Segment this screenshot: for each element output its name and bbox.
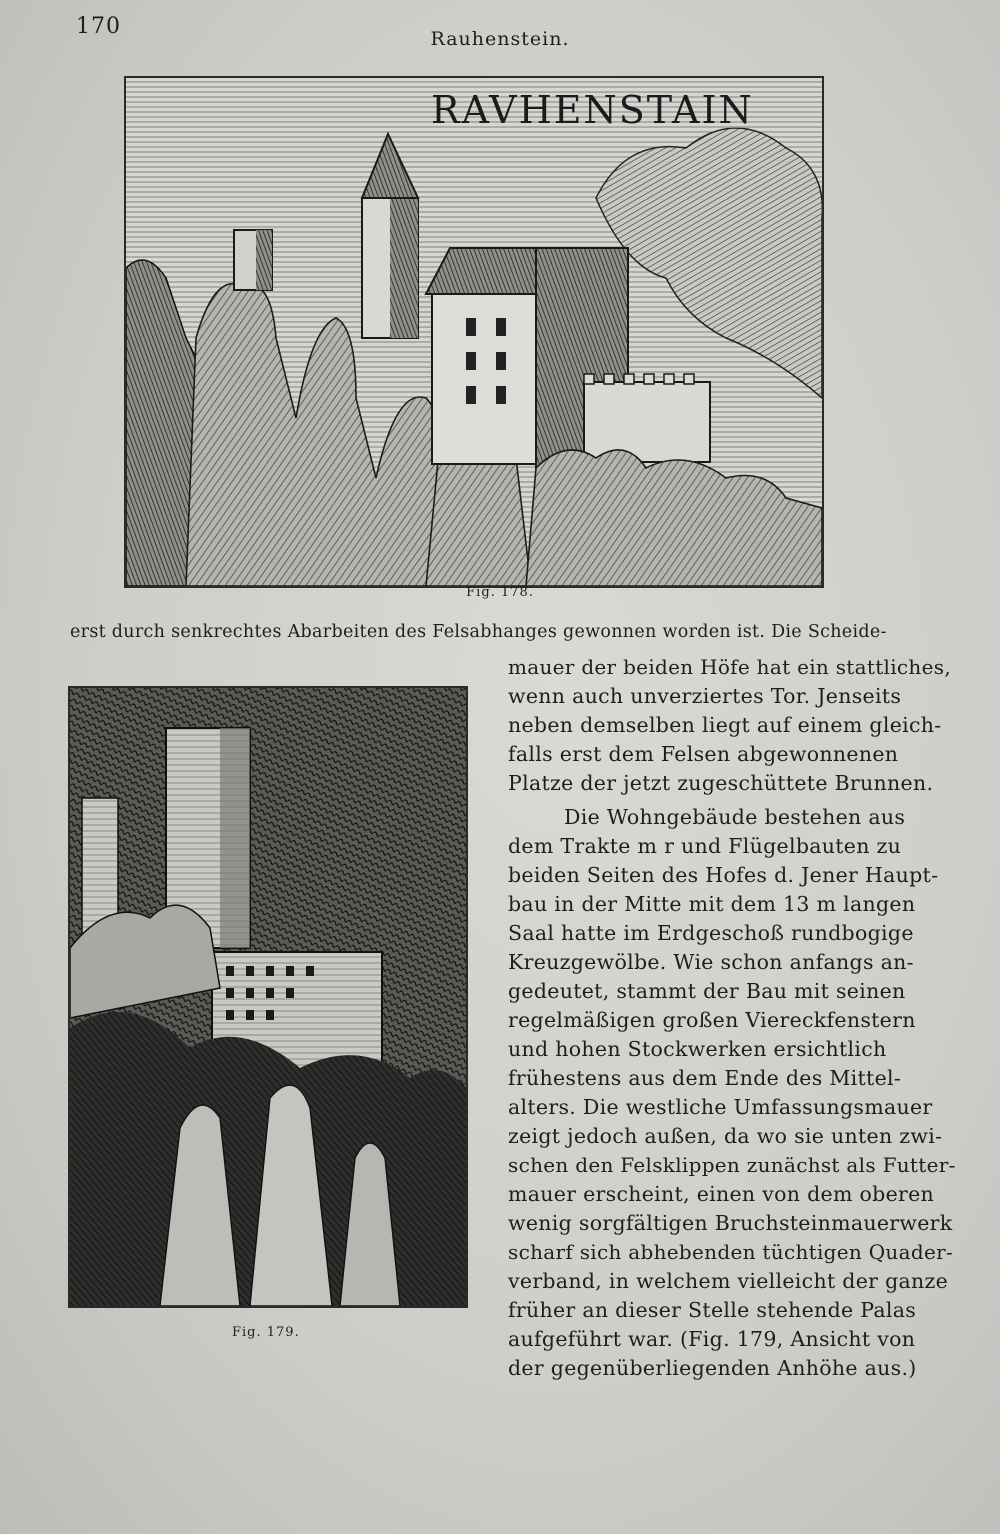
- page-number: 170: [76, 14, 121, 39]
- body-text-line: erst durch senkrechtes Abarbeiten des Felsabhanges gewonnen worden ist. Die Scheide-: [70, 622, 887, 642]
- body-text-line: Platze der jetzt zugeschüttete Brunnen.: [508, 771, 934, 795]
- body-text-line: der gegenüberliegenden Anhöhe aus.): [508, 1356, 917, 1380]
- body-text-line: früher an dieser Stelle stehende Palas: [508, 1298, 917, 1322]
- body-text-line: mauer der beiden Höfe hat ein stattliches,: [508, 655, 951, 679]
- body-text-line: aufgeführt war. (Fig. 179, Ansicht von: [508, 1327, 916, 1351]
- body-text-line: regelmäßigen großen Viereckfenstern: [508, 1008, 916, 1032]
- body-text-line: wenn auch unverziertes Tor. Jenseits: [508, 684, 902, 708]
- body-text-line: dem Trakte m r und Flügelbauten zu: [508, 834, 902, 858]
- body-text-line: schen den Felsklippen zunächst als Futter-: [508, 1153, 956, 1177]
- running-title: Rauhenstein.: [430, 28, 570, 50]
- body-text-line: Saal hatte im Erdgeschoß rundbogige: [508, 921, 914, 945]
- body-text-line: bau in der Mitte mit dem 13 m langen: [508, 892, 916, 916]
- body-text-line: mauer erscheint, einen von dem oberen: [508, 1182, 935, 1206]
- castle-ruin-illustration: [70, 688, 466, 1306]
- body-text-line: frühestens aus dem Ende des Mittel-: [508, 1066, 902, 1090]
- body-text-line: wenig sorgfältigen Bruchsteinmauerwerk: [508, 1211, 953, 1235]
- body-text-line: Kreuzgewölbe. Wie schon anfangs an-: [508, 950, 914, 974]
- figure-caption: Fig. 179.: [232, 1325, 300, 1340]
- body-text-line: scharf sich abhebenden tüchtigen Quader-: [508, 1240, 953, 1264]
- body-text-line: zeigt jedoch außen, da wo sie unten zwi-: [508, 1124, 943, 1148]
- body-text-line: alters. Die westliche Umfassungsmauer: [508, 1095, 933, 1119]
- castle-engraving-illustration: [126, 78, 822, 586]
- body-text-line: beiden Seiten des Hofes d. Jener Haupt-: [508, 863, 939, 887]
- body-text-line: Die Wohngebäude bestehen aus: [564, 805, 906, 829]
- body-text-line: falls erst dem Felsen abgewonnenen: [508, 742, 899, 766]
- body-text-line: verband, in welchem vielleicht der ganze: [508, 1269, 949, 1293]
- figure-179-engraving: [68, 686, 468, 1308]
- figure-caption: Fig. 178.: [466, 585, 534, 600]
- figure-title-lettering: RAVHENSTAIN: [431, 88, 754, 132]
- figure-178-engraving: [124, 76, 824, 588]
- body-text-line: und hohen Stockwerken ersichtlich: [508, 1037, 887, 1061]
- body-text-line: gedeutet, stammt der Bau mit seinen: [508, 979, 906, 1003]
- body-text-line: neben demselben liegt auf einem gleich-: [508, 713, 942, 737]
